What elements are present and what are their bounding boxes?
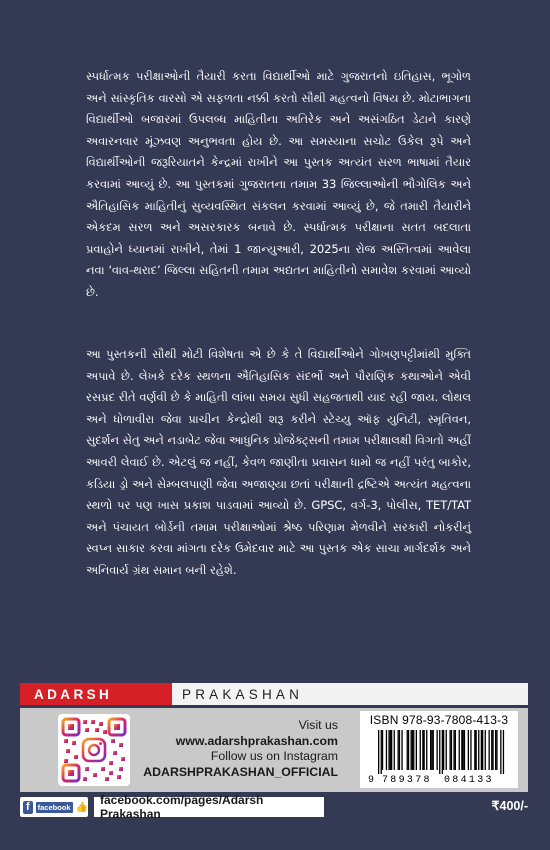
barcode-bar [461, 730, 462, 770]
barcode-bar [401, 730, 402, 770]
barcode-bar [394, 730, 395, 770]
barcode-bar [426, 730, 427, 770]
barcode-digits-left: 789378 [382, 775, 432, 784]
barcode-bar [478, 730, 479, 770]
barcode-bar [464, 730, 465, 770]
instagram-qr-code[interactable] [58, 714, 130, 786]
barcode-bar [408, 730, 409, 770]
barcode-bar [496, 730, 497, 770]
barcode-bar [399, 730, 400, 770]
barcode-bar [470, 730, 471, 770]
barcode-bar [433, 730, 434, 770]
barcode-bar [495, 730, 496, 770]
follow-label: Follow us on Instagram [210, 749, 338, 763]
barcode-bar [482, 730, 483, 770]
barcode-digits-right: 084133 [444, 775, 494, 784]
barcode-bar [474, 730, 475, 770]
info-panel [20, 708, 528, 792]
visit-label: Visit us [298, 718, 338, 732]
barcode-bar [443, 730, 444, 770]
barcode-bar [491, 730, 492, 770]
barcode-bar [416, 730, 417, 770]
barcode-bar [476, 730, 477, 770]
barcode-bar [489, 730, 490, 770]
barcode-bar [468, 730, 469, 770]
barcode-bar [439, 730, 440, 774]
barcode-bar [485, 730, 486, 770]
barcode-bar [407, 730, 408, 770]
barcode-bar [455, 730, 456, 770]
barcode-bar [422, 730, 423, 770]
barcode-bar [381, 730, 382, 774]
brand-name-right: PRAKASHAN [172, 683, 528, 705]
publisher-brand-bar [20, 683, 528, 705]
instagram-handle[interactable]: ADARSHPRAKASHAN_OFFICIAL [143, 764, 338, 779]
footer-bar [20, 793, 528, 821]
brand-name-left: ADARSH [20, 683, 172, 705]
barcode-bar [459, 730, 460, 770]
isbn-label: ISBN 978-93-7808-413-3 [369, 713, 509, 727]
website-link[interactable]: www.adarshprakashan.com [175, 733, 338, 748]
barcode-bar [388, 730, 389, 770]
barcode-bar [446, 730, 447, 770]
barcode-icon [364, 728, 514, 784]
barcode-bar [492, 730, 493, 770]
barcode-bar [413, 730, 414, 770]
barcode-bar [500, 730, 501, 774]
barcode-bar [382, 730, 383, 770]
barcode-bar [386, 730, 387, 770]
barcode-bar [503, 730, 504, 774]
barcode-bar [424, 730, 425, 770]
barcode-bar [420, 730, 421, 770]
barcode-bar [378, 730, 379, 774]
barcode-digit-first: 9 [368, 775, 375, 784]
barcode-bar [398, 730, 399, 770]
barcode-bar [391, 730, 392, 770]
barcode-bar [453, 730, 454, 770]
barcode-bar [451, 730, 452, 770]
isbn-barcode [360, 711, 518, 788]
facebook-like-badge[interactable] [20, 797, 88, 817]
barcode-bar [481, 730, 482, 770]
price-label: ₹400/- [491, 799, 528, 813]
barcode-bar [430, 730, 431, 770]
barcode-bar [450, 730, 451, 770]
barcode-bar [411, 730, 412, 770]
barcode-bar [463, 730, 464, 770]
description-paragraph-2: આ પુસ્તકની સૌથી મોટી વિશેષતા એ છે કે તે વિદ્યાર્થીઓને ગોખણપટ્ટીમાંથી મુક્તિ અપાવે છે. લેખકે દરેક સ્થળના ઐતિહાસિક સંદર્ભો અને પૌરાણિક કથાઓને એવી રસપ્રદ રીતે વર્ણવી છે કે માહિતી લાંબા સમય સુધી સહજતાથી યાદ રહી જાય. લોથલ અને ધોળાવીરા જેવા પ્રાચીન કેન્દ્રોથી શરૂ કરીને સ્ટેચ્યુ ઑફ યુનિટી, સ્મૃતિવન, સુદર્શન સેતુ અને નડાબેટ જેવા આધુનિક પ્રોજેક્ટ્સની તમામ પરીક્ષાલક્ષી વિગતો અહીં આવરી લેવાઈ છે. એટલું જ નહીં, કેવળ જાણીતા પ્રવાસન ધામો જ નહીં પરંતુ બાકોર, કડિયા ડ્રો અને સેમ્બલપાણી જેવા અજાણ્યા છતાં પરીક્ષાની દ્રષ્ટિએ અત્યંત મહત્વના સ્થળો પર પણ ખાસ પ્રકાશ પાડવામાં આવ્યો છે. GPSC, વર્ગ-3, પોલીસ, TET/TAT અને પંચાયત બોર્ડની તમામ પરીક્ષાઓમાં શ્રેષ્ઠ પરિણામ મેળવીને સરકારી નોકરીનું સ્વપ્ન સાકાર કરવા માંગતા દરેક ઉમેદવાર માટે આ પુસ્તક એક સાચા માર્ગદર્શક અને અનિવાર્ય ગ્રંથ સમાન બની રહેશે. [86, 347, 471, 577]
facebook-page-url[interactable]: facebook.com/pages/Adarsh Prakashan [94, 797, 324, 817]
qr-code-icon [61, 717, 127, 783]
barcode-bar [412, 730, 413, 770]
facebook-wordmark: facebook [37, 802, 71, 812]
barcode-bar [431, 730, 432, 770]
thumbs-up-icon: 👍 [75, 801, 88, 813]
barcode-bar [442, 730, 443, 774]
description-paragraph-1: સ્પર્ધાત્મક પરીક્ષાઓની તૈયારી કરતા વિદ્યાર્થીઓ માટે ગુજરાતનો ઇતિહાસ, ભૂગોળ અને સાંસ્કૃતિક વારસો એ સફળતા નક્કી કરતો સૌથી મહત્વનો વિષય છે. મોટાભાગના વિદ્યાર્થીઓ બજારમાં ઉપલબ્ધ માહિતીના અતિરેક અને અસંગઠિત ડેટાને કારણે અવારનવાર મૂંઝવણ અનુભવતા હોય છે. આ સમસ્યાના સચોટ ઉકેલ રૂપે અને વિદ્યાર્થીઓની જરૂરિયાતને કેન્દ્રમાં રાખીને આ પુસ્તક અત્યંત સરળ ભાષામાં તૈયાર કરવામાં આવ્યું છે. આ પુસ્તકમાં ગુજરાતના તમામ 33 જિલ્લાઓની ભૌગોલિક અને ઐતિહાસિક માહિતીનું સુવ્યવસ્થિત સંકલન કરવામાં આવ્યું છે, જે તમારી તૈયારીને એકદમ સરળ અને અસરકારક બનાવે છે. સ્પર્ધાત્મક પરીક્ષાના સતત બદલાતા પ્રવાહોને ધ્યાનમાં રાખીને, તેમાં 1 જાન્યુઆરી, 2025ના રોજ અસ્તિત્વમાં આવેલા નવા ‘વાવ-થરાદ’ જિલ્લા સહિતની તમામ અદ્યતન માહિતીનો સમાવેશ કરવામાં આવ્યો છે. [86, 69, 471, 299]
barcode-bar [437, 730, 438, 770]
barcode-bar [390, 730, 391, 770]
facebook-icon: f [23, 801, 33, 814]
contact-info [143, 718, 338, 780]
